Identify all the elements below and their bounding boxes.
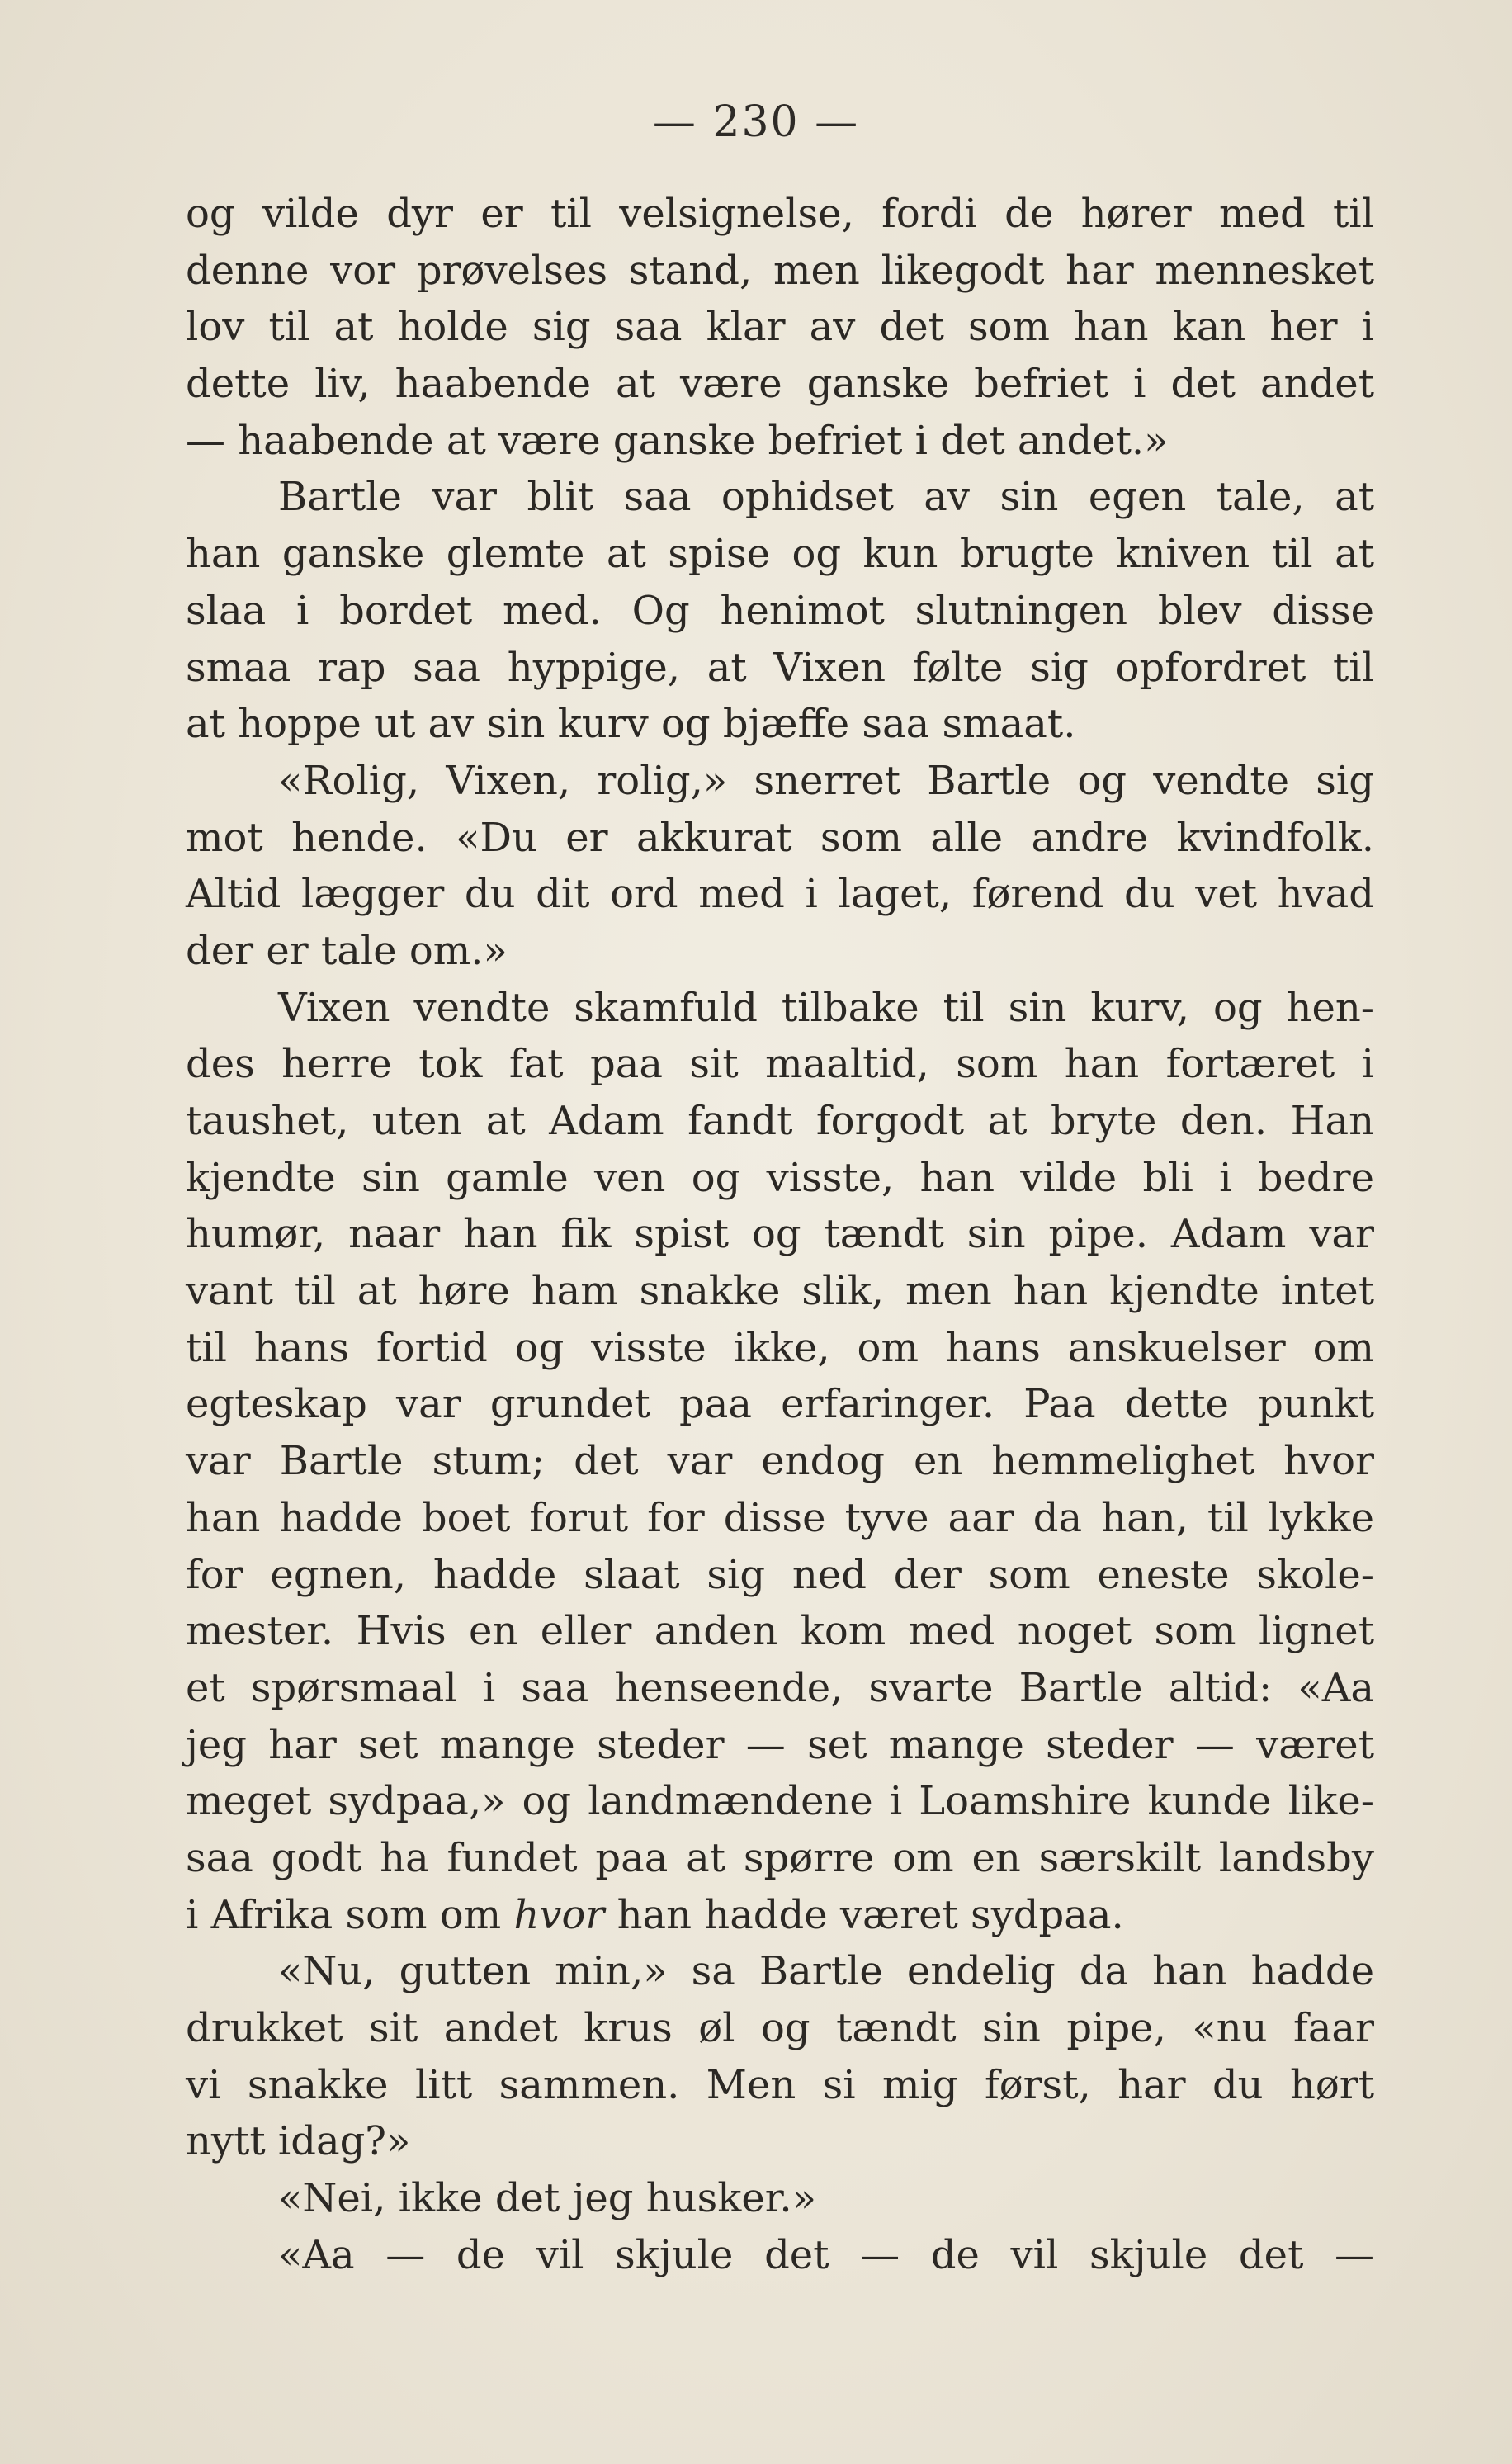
text-line: han ganske glemte at spise og kun brugte kniven til at: [186, 531, 1374, 578]
paragraph-start-line: «Aa — de vil skjule det — de vil skjule det —: [278, 2231, 1374, 2278]
paragraph-start-line: Vixen vendte skamfuld tilbake til sin kurv, og hen-: [278, 984, 1374, 1031]
italic-word: hvor: [513, 1891, 605, 1938]
text-line: mester. Hvis en eller anden kom med noget som lignet: [186, 1608, 1374, 1655]
text-line: kjendte sin gamle ven og visste, han vilde bli i bedre: [186, 1154, 1374, 1201]
text-line: slaa i bordet med. Og henimot slutningen blev disse: [186, 587, 1374, 634]
text-line: der er tale om.»: [186, 927, 508, 974]
text-line: Altid lægger du dit ord med i laget, førend du vet hvad: [186, 871, 1374, 918]
text-line: et spørsmaal i saa henseende, svarte Bartle altid: «Aa: [186, 1664, 1374, 1711]
text-line: nytt idag?»: [186, 2118, 411, 2165]
text-line: var Bartle stum; det var endog en hemmelighet hvor: [186, 1438, 1374, 1485]
paragraph-start-line: «Rolig, Vixen, rolig,» snerret Bartle og vendte sig: [278, 757, 1374, 804]
text-line: at hoppe ut av sin kurv og bjæffe saa smaat.: [186, 701, 1076, 748]
text-line: han hadde boet forut for disse tyve aar da han, til lykke: [186, 1494, 1374, 1541]
text-segment: i Afrika som om: [186, 1891, 514, 1938]
text-line: mot hende. «Du er akkurat som alle andre kvindfolk.: [186, 814, 1374, 861]
text-line: egteskap var grundet paa erfaringer. Paa dette punkt: [186, 1381, 1374, 1428]
paragraph-start-line: «Nu, gutten min,» sa Bartle endelig da han hadde: [278, 1948, 1374, 1995]
text-line: drukket sit andet krus øl og tændt sin pipe, «nu faar: [186, 2005, 1374, 2051]
text-line: for egnen, hadde slaat sig ned der som eneste skole-: [186, 1551, 1374, 1598]
page-number: — 230 —: [652, 97, 860, 147]
text-line: saa godt ha fundet paa at spørre om en særskilt landsby: [186, 1834, 1374, 1881]
paragraph-start-line: «Nei, ikke det jeg husker.»: [278, 2175, 817, 2222]
text-line: des herre tok fat paa sit maaltid, som han fortæret i: [186, 1041, 1374, 1088]
text-line: til hans fortid og visste ikke, om hans anskuelser om: [186, 1324, 1374, 1371]
paragraph-start-line: Bartle var blit saa ophidset av sin egen tale, at: [278, 474, 1374, 521]
text-line-with-italic: [186, 1887, 1374, 1944]
text-segment: han hadde været sydpaa.: [604, 1891, 1124, 1938]
text-line: dette liv, haabende at være ganske befriet i det andet: [186, 361, 1374, 408]
text-line: taushet, uten at Adam fandt forgodt at bryte den. Han: [186, 1098, 1374, 1144]
text-line: smaa rap saa hyppige, at Vixen følte sig opfordret til: [186, 644, 1374, 691]
text-line: vi snakke litt sammen. Men si mig først, har du hørt: [186, 2061, 1374, 2108]
body-text: [186, 186, 1374, 2283]
text-line: humør, naar han fik spist og tændt sin pipe. Adam var: [186, 1211, 1374, 1258]
text-line: — haabende at være ganske befriet i det andet.»: [186, 417, 1169, 464]
text-line: og vilde dyr er til velsignelse, fordi de hører med til: [186, 191, 1374, 237]
text-line: denne vor prøvelses stand, men likegodt har mennesket: [186, 247, 1374, 294]
text-line: meget sydpaa,» og landmændene i Loamshire kunde like-: [186, 1778, 1374, 1825]
text-line: lov til at holde sig saa klar av det som han kan her i: [186, 304, 1374, 351]
text-line: vant til at høre ham snakke slik, men han kjendte intet: [186, 1268, 1374, 1315]
text-line: jeg har set mange steder — set mange steder — været: [186, 1721, 1374, 1768]
